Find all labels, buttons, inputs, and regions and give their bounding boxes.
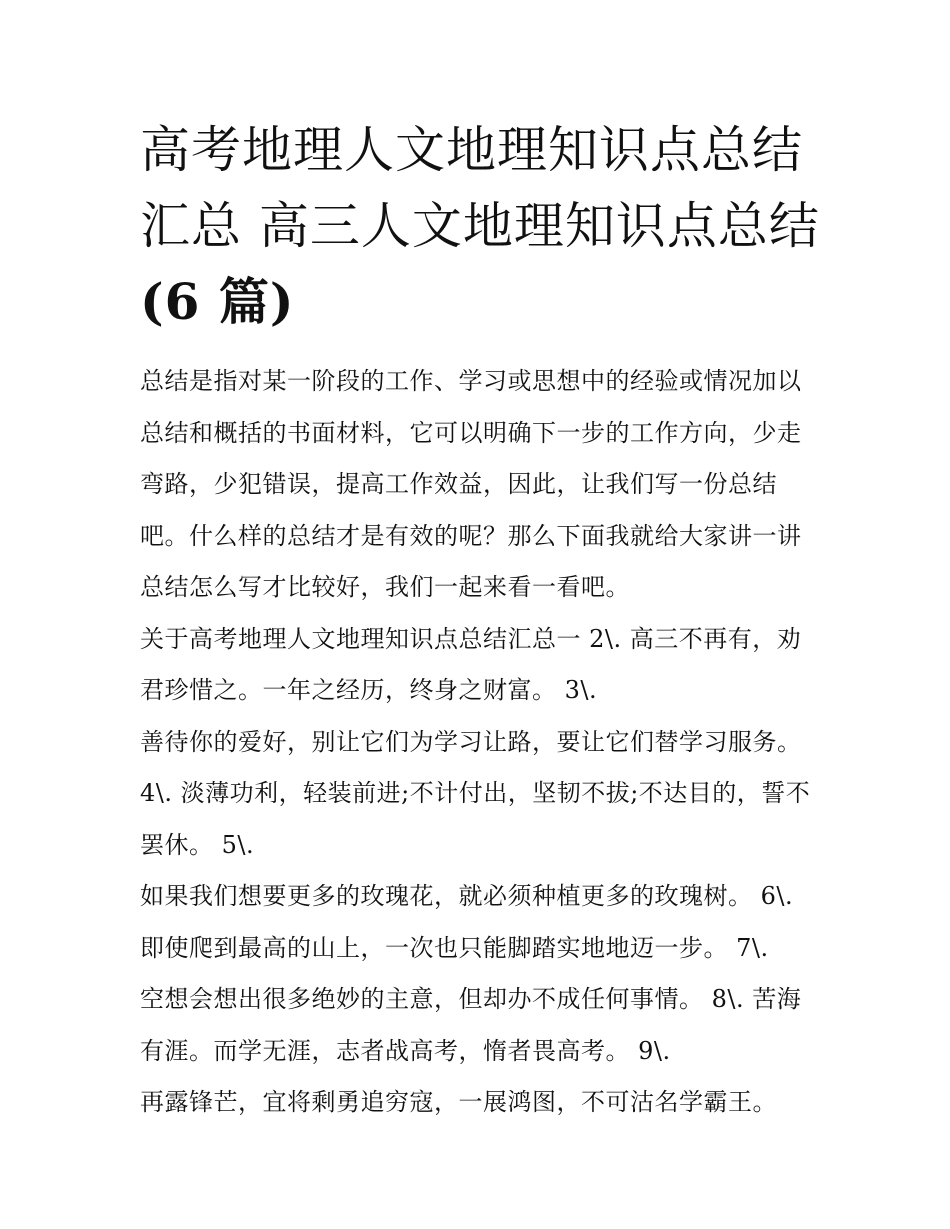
text-line: 即使爬到最高的山上，一次也只能脚踏实地地迈一步。 7\.: [140, 933, 769, 962]
text-line: 总结是指对某一阶段的工作、学习或思想中的经验或情况加以: [140, 367, 802, 395]
text-line: 再露锋芒，宜将剩勇追穷寇，一展鸿图，不可沽名学霸王。: [140, 1088, 777, 1116]
text-line: 吧。什么样的总结才是有效的呢？那么下面我就给大家讲一讲: [140, 521, 802, 550]
text-line: 总结怎么写才比较好，我们一起来看一看吧。: [140, 573, 630, 601]
text-line: 君珍惜之。一年之经历，终身之财富。 3\.: [140, 676, 598, 704]
title-line-2: 汇总 高三人文地理知识点总结: [140, 197, 820, 255]
title-line-1: 高考地理人文地理知识点总结: [140, 121, 803, 179]
text-line: 如果我们想要更多的玫瑰花，就必须种植更多的玫瑰树。 6\.: [140, 882, 794, 910]
page-title: [140, 112, 840, 340]
title-line-3: (6 篇): [140, 272, 295, 331]
body-text: [140, 356, 820, 1129]
text-line: 罢休。 5\.: [140, 830, 255, 859]
text-line: 有涯。而学无涯，志者战高考，惰者畏高考。 9\.: [140, 1036, 671, 1065]
text-line: 弯路，少犯错误，提高工作效益，因此，让我们写一份总结: [140, 470, 777, 498]
text-line: 善待你的爱好，别让它们为学习让路，要让它们替学习服务。: [140, 727, 802, 756]
text-line: 关于高考地理人文地理知识点总结汇总一 2\. 高三不再有，劝: [140, 624, 802, 653]
text-line: 空想会想出很多绝妙的主意，但却办不成任何事情。 8\. 苦海: [140, 985, 802, 1013]
text-line: 总结和概括的书面材料，它可以明确下一步的工作方向，少走: [140, 418, 802, 447]
text-line: 4\. 淡薄功利，轻装前进;不计付出，坚韧不拔;不达目的，誓不: [140, 779, 811, 807]
